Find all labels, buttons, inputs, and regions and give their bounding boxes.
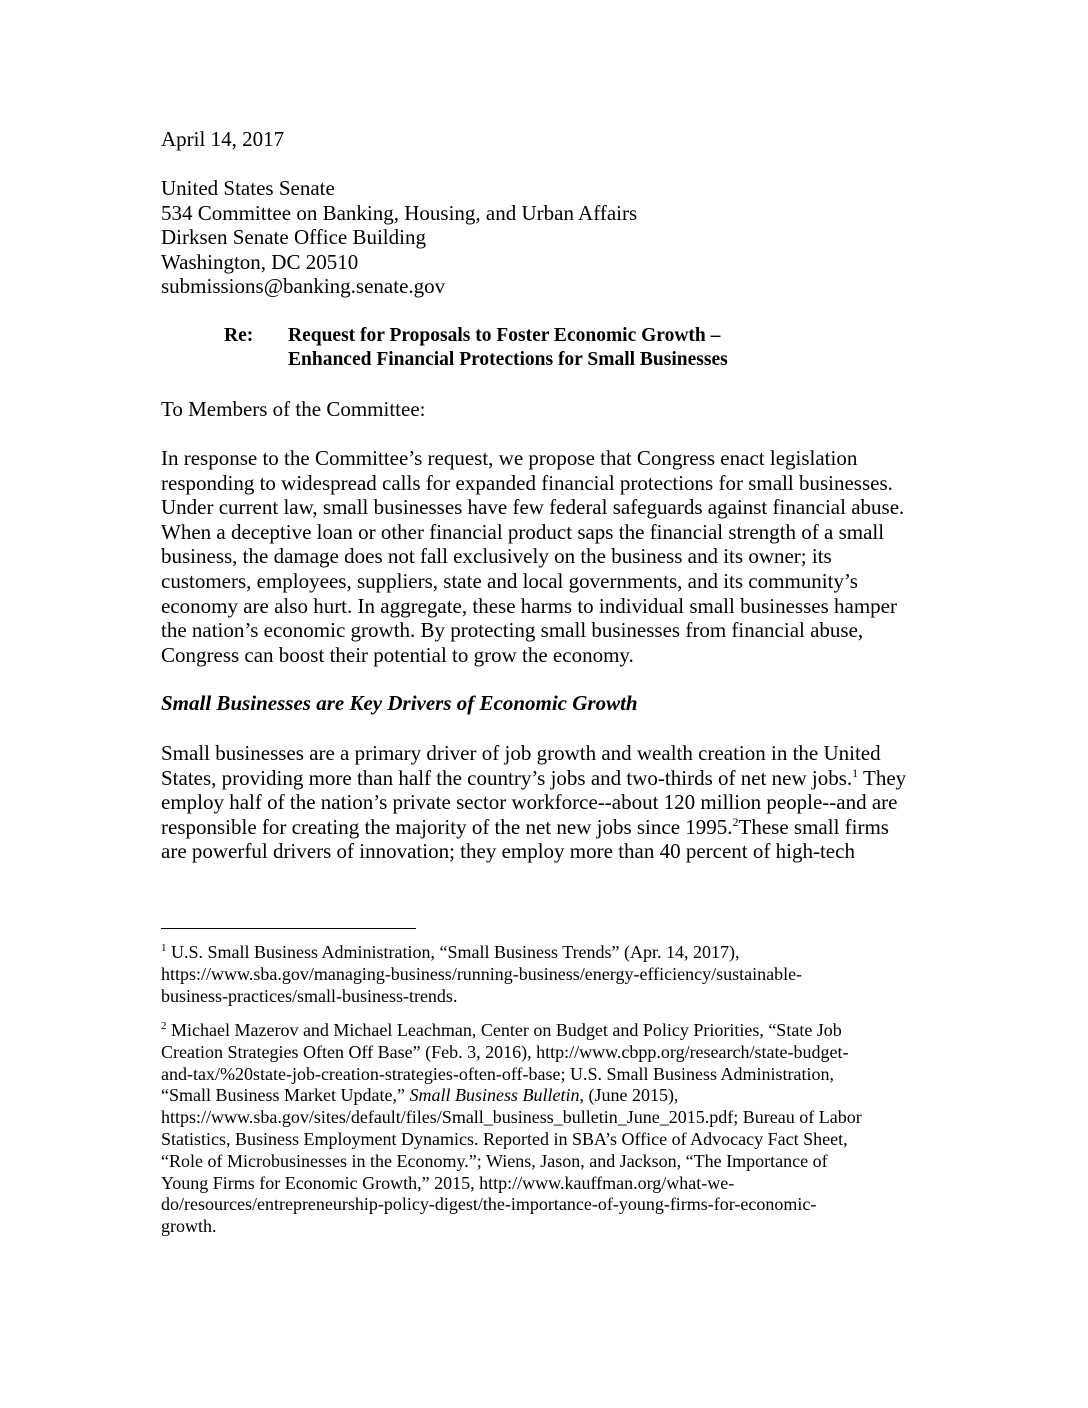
paragraph-line [161, 766, 941, 791]
small-business-paragraph [161, 741, 941, 864]
paragraph-line: Under current law, small businesses have few federal safeguards against financial abuse. [161, 495, 905, 520]
footnote-text: “Small Business Market Update,” [161, 1085, 410, 1106]
paragraph-line: employ half of the nation’s private sector workforce--about 120 million people--and are [161, 790, 898, 815]
footnote-divider [161, 928, 416, 929]
paragraph-text: States, providing more than half the country’s jobs and two-thirds of net new jobs. [161, 765, 853, 790]
footnote-line [161, 942, 941, 964]
paragraph-text: These small firms [738, 814, 889, 839]
subject-line [288, 324, 728, 372]
section-heading: Small Businesses are Key Drivers of Economic Growth [161, 691, 638, 715]
paragraph-line: Small businesses are a primary driver of job growth and wealth creation in the United [161, 741, 881, 765]
paragraph-line [161, 815, 941, 840]
footnote-text: U.S. Small Business Administration, “Small Business Trends” (Apr. 14, 2017), [166, 942, 740, 962]
footnote-line: https://www.sba.gov/managing-business/running-business/energy-efficiency/sustainable- [161, 963, 803, 984]
footnote-marker: 2 [161, 1020, 167, 1032]
address-line: 534 Committee on Banking, Housing, and Urban Affairs [161, 200, 638, 225]
footnote-line: Statistics, Business Employment Dynamics. Reported in SBA’s Office of Advocacy Fact Sheet, [161, 1128, 848, 1149]
paragraph-line: customers, employees, suppliers, state and local governments, and its community’s [161, 568, 858, 593]
footnote-1 [161, 942, 941, 1007]
footnote-2 [161, 1020, 941, 1238]
paragraph-line: In response to the Committee’s request, we propose that Congress enact legislation [161, 446, 858, 470]
re-label: Re: [224, 325, 254, 346]
footnote-text: , (June 2015), [579, 1085, 679, 1106]
footnote-ref-2: 2 [732, 814, 739, 829]
paragraph-line: economy are also hurt. In aggregate, these harms to individual small businesses hamper [161, 593, 897, 618]
subject-line-1: Request for Proposals to Foster Economic Growth – [288, 325, 721, 346]
subject-line-2: Enhanced Financial Protections for Small Businesses [288, 349, 728, 370]
footnote-marker: 1 [161, 942, 167, 954]
paragraph-line: the nation’s economic growth. By protecting small businesses from financial abuse, [161, 618, 864, 643]
recipient-address [161, 176, 941, 299]
paragraph-text: responsible for creating the majority of the net new jobs since 1995. [161, 814, 733, 839]
letter-date: April 14, 2017 [161, 127, 285, 151]
footnote-line [161, 1020, 941, 1042]
footnote-line: growth. [161, 1216, 217, 1237]
intro-paragraph [161, 446, 941, 667]
paragraph-text: They [858, 765, 907, 790]
footnote-line: “Role of Microbusinesses in the Economy.”; Wiens, Jason, and Jackson, “The Importance of [161, 1150, 828, 1171]
paragraph-line: are powerful drivers of innovation; they employ more than 40 percent of high-tech [161, 839, 855, 864]
address-email: submissions@banking.senate.gov [161, 274, 446, 299]
footnote-line: do/resources/entrepreneurship-policy-digest/the-importance-of-young-firms-for-economic- [161, 1194, 817, 1215]
address-line: United States Senate [161, 176, 335, 200]
salutation: To Members of the Committee: [161, 397, 426, 421]
footnote-line: https://www.sba.gov/sites/default/files/Small_business_bulletin_June_2015.pdf; Bureau of Labor [161, 1107, 862, 1128]
footnote-line: Young Firms for Economic Growth,” 2015, http://www.kauffman.org/what-we- [161, 1172, 735, 1193]
footnote-line [161, 1085, 941, 1107]
address-line: Washington, DC 20510 [161, 249, 359, 274]
paragraph-line: When a deceptive loan or other financial product saps the financial strength of a small [161, 519, 885, 544]
footnote-text: Michael Mazerov and Michael Leachman, Center on Budget and Policy Priorities, “State Job [166, 1020, 842, 1040]
footnote-line: and-tax/%20state-job-creation-strategies-often-off-base; U.S. Small Business Administration, [161, 1063, 835, 1084]
footnote-line: business-practices/small-business-trends. [161, 985, 458, 1006]
publication-title: Small Business Bulletin [409, 1085, 580, 1106]
address-line: Dirksen Senate Office Building [161, 225, 426, 250]
footnote-line: Creation Strategies Often Off Base” (Feb. 3, 2016), http://www.cbpp.org/research/state-budget- [161, 1041, 849, 1062]
paragraph-line: responding to widespread calls for expanded financial protections for small businesses. [161, 470, 893, 495]
footnote-ref-1: 1 [852, 765, 859, 780]
paragraph-line: business, the damage does not fall exclusively on the business and its owner; its [161, 544, 832, 569]
paragraph-line: Congress can boost their potential to grow the economy. [161, 642, 634, 667]
